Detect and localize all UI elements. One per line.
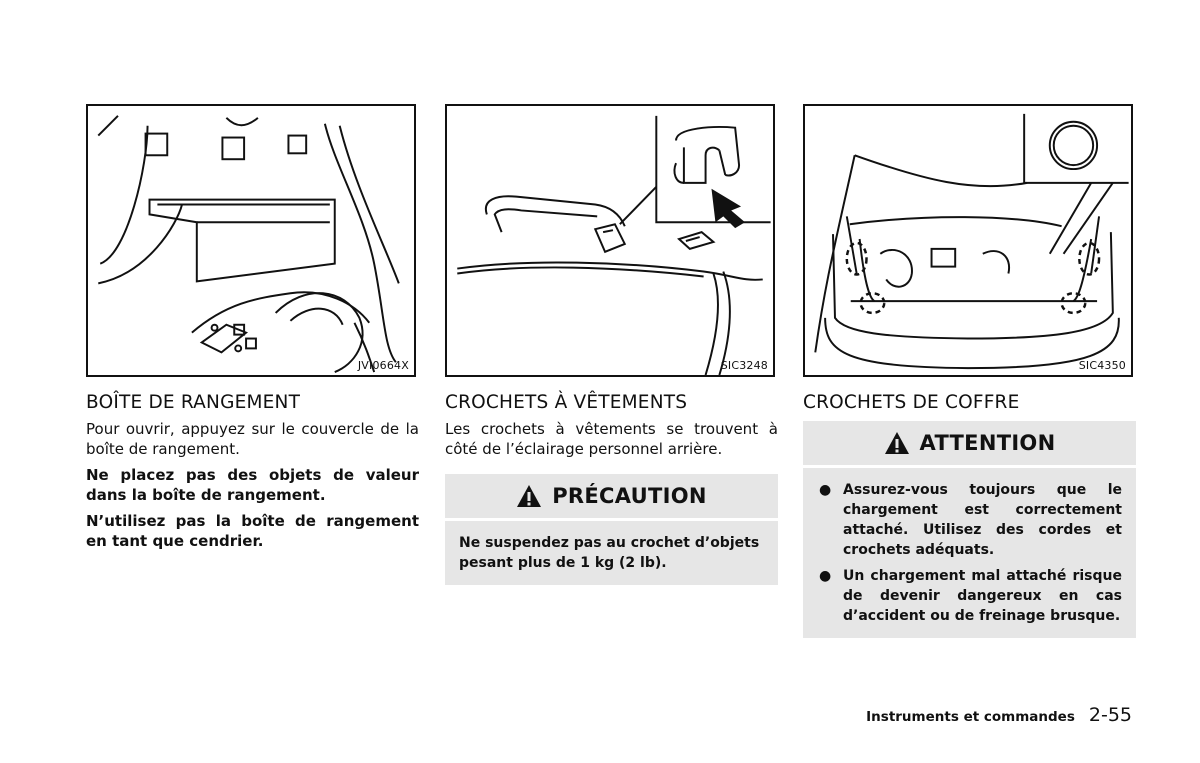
paragraph-bold: Ne placez pas des objets de valeur dans la boîte de rangement. — [86, 466, 419, 504]
storage-section — [86, 392, 419, 557]
caution-text: Ne suspendez pas au crochet d’objets pesant plus de 1 kg (2 lb). — [445, 518, 778, 585]
list-item-text: Assurez-vous toujours que le chargement est correctement attaché. Utilisez des cordes et crochets adéquats. — [843, 482, 1122, 558]
trunk-hooks-section — [803, 392, 1136, 638]
trunk-hooks-figure — [803, 104, 1133, 377]
warning-triangle-icon — [884, 431, 910, 455]
section-heading: CROCHETS À VÊTEMENTS — [445, 392, 688, 413]
bullet-dot: ● — [819, 482, 832, 498]
coat-hooks-section — [445, 392, 778, 585]
storage-box-illustration-icon — [88, 106, 414, 375]
trunk-hooks-illustration-icon — [805, 106, 1131, 375]
paragraph: Les crochets à vêtements se trouvent à côté de l’éclairage personnel arrière. — [445, 420, 778, 458]
warning-triangle-icon — [516, 484, 542, 508]
paragraph-bold: N’utilisez pas la boîte de rangement en tant que cendrier. — [86, 512, 419, 550]
coat-hook-figure — [445, 104, 775, 377]
paragraph: Pour ouvrir, appuyez sur le couvercle de la boîte de rangement. — [86, 420, 419, 458]
caution-label: PRÉCAUTION — [552, 484, 707, 508]
list-item — [817, 566, 1122, 626]
page-number: 2-55 — [1088, 704, 1132, 726]
footer-section-title: Instruments et commandes — [866, 709, 1075, 725]
caution-box — [445, 474, 778, 585]
warning-box — [803, 421, 1136, 638]
figure-code: SIC4350 — [1078, 359, 1126, 372]
list-item-text: Un chargement mal attaché risque de devenir dangereux en cas d’accident ou de freinage brusque. — [843, 568, 1122, 624]
caution-header — [445, 474, 778, 518]
section-heading: BOÎTE DE RANGEMENT — [86, 392, 301, 413]
warning-header — [803, 421, 1136, 465]
list-item — [817, 480, 1122, 560]
page-footer — [866, 704, 1132, 726]
section-heading: CROCHETS DE COFFRE — [803, 392, 1020, 413]
warning-list — [803, 465, 1136, 638]
bullet-dot: ● — [819, 568, 832, 584]
warning-label: ATTENTION — [919, 431, 1056, 455]
storage-box-figure — [86, 104, 416, 377]
figure-code: JVI0664X — [357, 359, 409, 372]
figure-code: SIC3248 — [720, 359, 768, 372]
coat-hook-illustration-icon — [447, 106, 773, 375]
